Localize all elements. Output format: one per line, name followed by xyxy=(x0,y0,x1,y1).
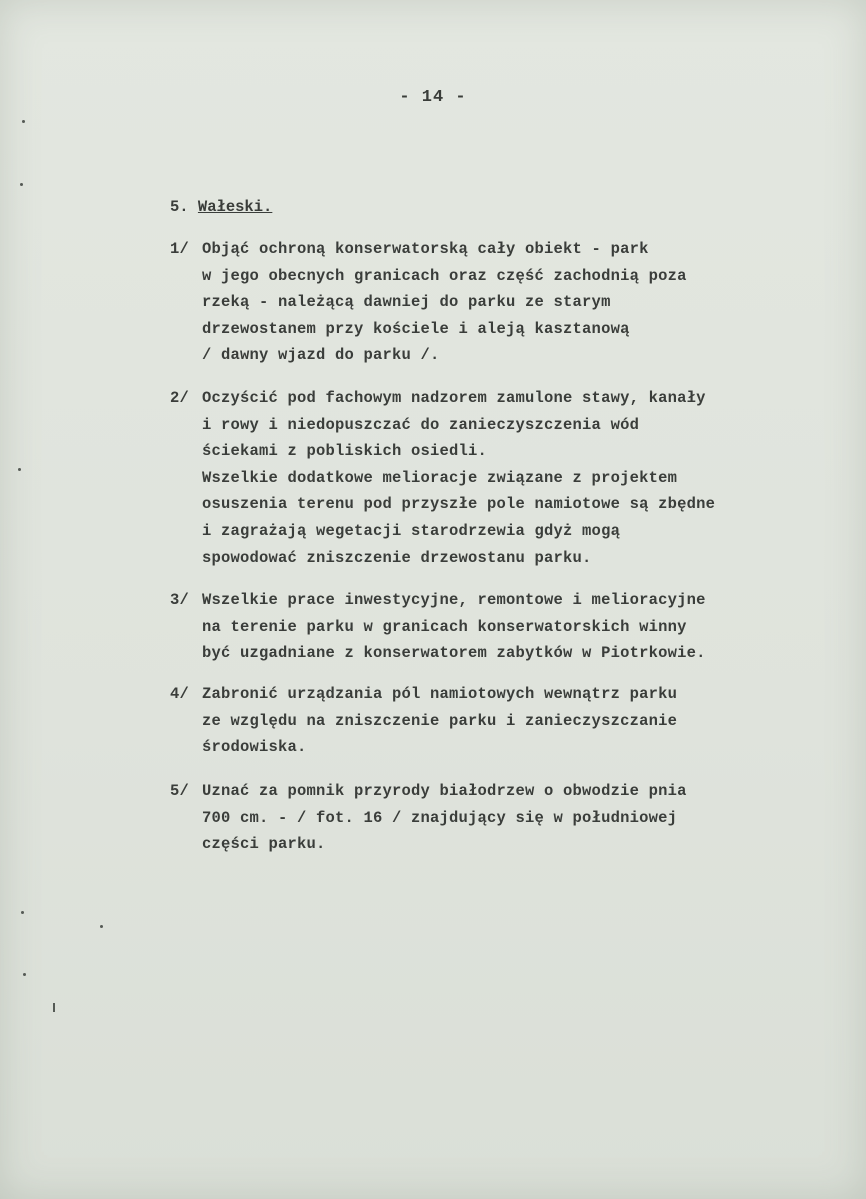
margin-mark xyxy=(100,925,103,928)
margin-mark xyxy=(20,183,23,186)
item-text: Zabronić urządzania pól namiotowych wewnątrz parku ze względu na zniszczenie parku i zanieczyszczanie środowiska. xyxy=(202,685,678,757)
section-name: Wałeski. xyxy=(197,198,273,216)
list-item xyxy=(170,236,810,369)
section-heading xyxy=(170,198,272,216)
item-text: Wszelkie prace inwestycyjne, remontowe i melioracyjne na terenie parku w granicach konserwatorskich winny być uzgadniane z konserwatorem zabytków w Piotrkowie. xyxy=(202,591,706,663)
section-number: 5. xyxy=(170,198,189,216)
list-item xyxy=(170,681,810,761)
page-number: - 14 - xyxy=(399,88,467,107)
item-text: Oczyścić pod fachowym nadzorem zamulone stawy, kanały i rowy i niedopuszczać do zanieczyszczenia wód ściekami z pobliskich osiedli. Wszelkie dodatkowe melioracje związane z projektem osuszenia terenu pod przyszłe pole namiotowe są zbędne i zagrażają wegetacji starodrzewia gdyż mogą spowodować zniszczenie drzewostanu parku. xyxy=(202,389,716,567)
item-number: 3/ xyxy=(170,591,190,609)
margin-mark xyxy=(23,973,26,976)
item-number: 4/ xyxy=(170,685,190,703)
margin-mark xyxy=(18,468,21,471)
margin-mark xyxy=(53,1003,55,1012)
margin-mark xyxy=(22,120,25,123)
item-number: 1/ xyxy=(170,240,190,258)
margin-mark xyxy=(21,911,24,914)
list-item xyxy=(170,587,810,667)
item-text: Objąć ochroną konserwatorską cały obiekt - park w jego obecnych granicach oraz część zachodnią poza rzeką - należącą dawniej do parku ze starym drzewostanem przy kościele i aleją kasztanową / dawny wjazd do parku /. xyxy=(202,240,687,365)
list-item xyxy=(170,778,810,858)
item-number: 5/ xyxy=(170,782,190,800)
item-text: Uznać za pomnik przyrody białodrzew o obwodzie pnia 700 cm. - / fot. 16 / znajdujący się w południowej części parku. xyxy=(202,782,687,854)
list-item xyxy=(170,385,810,571)
item-number: 2/ xyxy=(170,389,190,407)
